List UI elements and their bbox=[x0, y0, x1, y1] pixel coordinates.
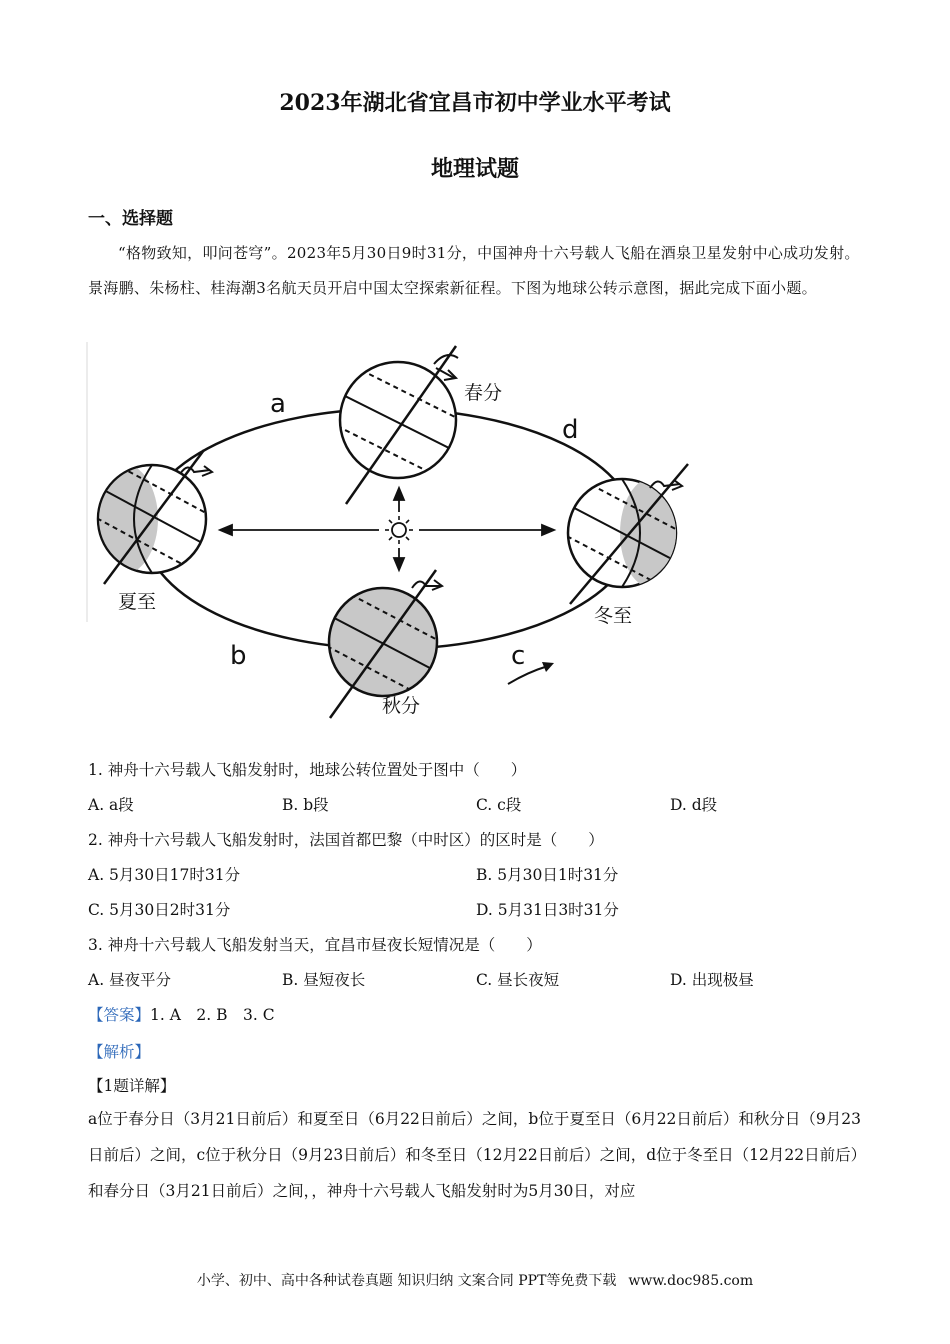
section-heading: 一、选择题 bbox=[88, 209, 173, 229]
label-summer-solstice: 夏至 bbox=[118, 591, 157, 613]
sun-icon bbox=[385, 516, 413, 544]
sun-direction-arrows bbox=[220, 488, 554, 570]
earth-orbit-diagram bbox=[84, 342, 704, 727]
question-2-option-d: D. 5月31日3时31分 bbox=[476, 901, 619, 919]
analysis-tag: 【解析】 bbox=[88, 1043, 151, 1061]
footer-site-link[interactable]: www.doc985.com bbox=[628, 1273, 754, 1289]
analysis-detail-tag: 【1题详解】 bbox=[88, 1077, 176, 1095]
footer-text: 小学、初中、高中各种试卷真题 知识归纳 文案合同 PPT等免费下载 bbox=[196, 1273, 617, 1289]
question-2-stem: 2. 神舟十六号载人飞船发射时，法国首都巴黎（中时区）的区时是（ ） bbox=[88, 831, 604, 849]
intro-paragraph: “格物致知，叩问苍穹”。2023年5月30日9时31分，中国神舟十六号载人飞船在酒泉卫星发射中心成功发射。景海鹏、朱杨柱、桂海潮3名航天员开启中国太空探索新征程。下图为地球公转示意图，据此完成下面小题。 bbox=[88, 244, 860, 297]
question-1-option-a: A. a段 bbox=[88, 796, 134, 814]
label-winter-solstice: 冬至 bbox=[594, 605, 633, 627]
question-3-option-d: D. 出现极昼 bbox=[670, 971, 754, 989]
segment-label-a: a bbox=[270, 389, 286, 419]
segment-label-c: c bbox=[511, 641, 526, 671]
segment-label-b: b bbox=[230, 641, 247, 671]
exam-subtitle: 地理试题 bbox=[430, 156, 519, 182]
question-1-option-c: C. c段 bbox=[476, 796, 522, 814]
page-footer bbox=[0, 1270, 950, 1290]
question-3-option-c: C. 昼长夜短 bbox=[476, 971, 560, 989]
exam-title: 2023年湖北省宜昌市初中学业水平考试 bbox=[279, 90, 671, 116]
question-3-option-a: A. 昼夜平分 bbox=[88, 971, 172, 989]
earth-spring-equinox bbox=[329, 346, 469, 504]
question-3-option-b: B. 昼短夜长 bbox=[282, 971, 366, 989]
answer-line bbox=[88, 1003, 275, 1025]
answer-tag: 【答案】 bbox=[88, 1006, 151, 1024]
question-2-option-a: A. 5月30日17时31分 bbox=[88, 866, 241, 884]
question-3-stem: 3. 神舟十六号载人飞船发射当天，宜昌市昼夜长短情况是（ ） bbox=[88, 936, 542, 954]
question-1-option-b: B. b段 bbox=[282, 796, 329, 814]
label-autumn-equinox: 秋分 bbox=[382, 695, 421, 717]
earth-winter-solstice bbox=[559, 462, 689, 612]
segment-label-d: d bbox=[562, 415, 579, 445]
question-2-option-c: C. 5月30日2时31分 bbox=[88, 901, 231, 919]
question-2-option-b: B. 5月30日1时31分 bbox=[476, 866, 619, 884]
label-spring-equinox: 春分 bbox=[464, 382, 503, 404]
question-1-stem: 1. 神舟十六号载人飞船发射时，地球公转位置处于图中（ ） bbox=[88, 761, 527, 779]
answer-text: 1. A 2. B 3. C bbox=[150, 1006, 275, 1024]
question-1-option-d: D. d段 bbox=[670, 796, 718, 814]
earth-summer-solstice bbox=[84, 442, 219, 602]
analysis-detail-text: a位于春分日（3月21日前后）和夏至日（6月22日前后）之间，b位于夏至日（6月22日前后）和秋分日（9月23日前后）之间，c位于秋分日（9月23日前后）和冬至日（12月22日前后）之间，d位于冬至日（12月22日前后）和春分日（3月21日前后）之间，，神舟十六号载人飞船发射时为5月30日，对应 bbox=[88, 1110, 862, 1200]
